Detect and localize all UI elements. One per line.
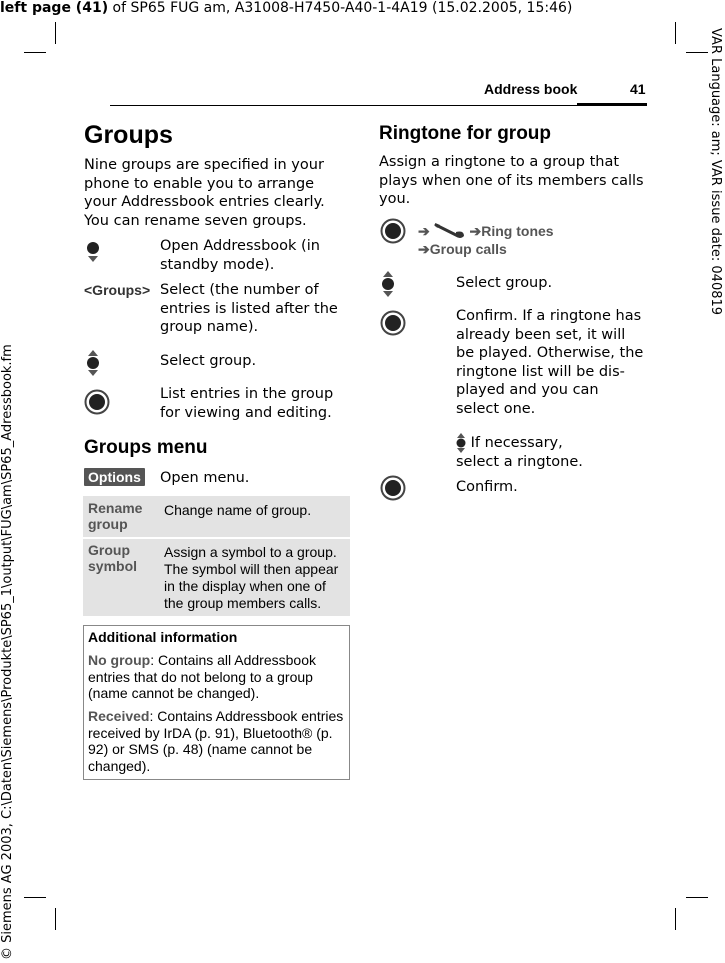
table-row-desc: Change name of group. [164,502,312,518]
settings-wrench-icon [434,222,466,240]
sub-line1: If necessary, [466,435,563,451]
running-header-section: Address book [484,81,578,97]
groups-key-label: <Groups> [84,282,151,298]
info-text: : Contains all Addressbook entries that do not belong to a group (name cannot be changed). [88,652,316,701]
step-select-group-right: Select group. [456,275,553,291]
crop-mark [686,897,708,898]
options-softkey [84,467,145,486]
info-item-no-group [88,652,336,702]
side-copyright: © Siemens AG 2003, C:\Daten\Siemens\Produkte\SP65_1\output\FUG\am\SP65_Adressbook.fm [0,344,15,960]
header-rule-thick [577,103,647,105]
table-row-label: Rename group [88,500,143,532]
joystick-press-icon [84,389,110,415]
ringtone-intro: Assign a ringtone to a group that plays when one of its members calls you. [379,154,644,207]
joystick-press-icon [380,310,406,336]
running-header-page: 41 [630,81,646,97]
step-open-menu: Open menu. [160,470,250,486]
crop-mark [686,52,708,53]
additional-info-box [83,625,350,780]
ringtone-group-heading: Ringtone for group [379,123,552,144]
print-header [0,0,572,16]
groups-intro: Nine groups are specified in your phone to enable you to arrange your Addressbook entries clearly. You can rename seven groups. [84,157,325,229]
info-term: Received [88,708,150,724]
crop-mark [55,908,56,930]
header-rule [110,105,647,106]
crop-mark [24,52,46,53]
additional-info-title: Additional information [88,629,238,645]
options-softkey-label: Options [84,468,145,486]
joystick-press-icon [380,475,406,501]
step-confirm: Confirm. [456,479,518,495]
crop-mark [24,897,46,898]
arrow-icon: ➔ [418,241,430,257]
info-item-received [88,708,344,774]
nav-group-calls: Group calls [429,241,507,257]
info-term: No group [88,652,151,668]
crop-mark [675,22,676,44]
nav-path [418,222,554,258]
side-var-info: VAR Language: am; VAR issue date: 040819 [708,28,723,316]
print-header-bold: left page (41) [0,0,109,16]
crop-mark [675,908,676,930]
page-title: Groups [84,121,173,149]
groups-menu-heading: Groups menu [84,437,208,458]
info-text: : Contains Addressbook entries received by IrDA (p. 91), Bluetooth® (p. 92) or SMS (p. 48) (name cannot be changed). [88,708,344,774]
joystick-press-icon [380,218,406,244]
step-open-addressbook: Open Addressbook (in standby mode). [160,238,320,273]
crop-mark [55,22,56,44]
table-row [83,496,350,539]
step-select-group: Select group. [160,353,257,369]
table-row-desc: Assign a symbol to a group. The symbol will then appear in the display when one of the group members calls. [164,544,339,611]
joystick-updown-icon [86,350,100,376]
groups-menu-table [83,496,350,616]
sub-line2: select a ringtone. [456,454,583,470]
step-select-ringtone [456,433,646,472]
print-header-rest: of SP65 FUG am, A31008-H7450-A40-1-4A19 (15.02.2005, 15:46) [108,0,573,16]
arrow-icon: ➔ [418,223,430,239]
arrow-icon: ➔ [469,223,482,239]
joystick-down-icon [86,241,100,263]
step-list-entries: List entries in the group for viewing and editing. [160,386,334,421]
table-row [83,539,350,616]
step-confirm-ringtone: Confirm. If a ringtone has already been set, it will be played. Otherwise, the ringtone list will be dis-played and you can select one. [456,308,644,417]
table-row-label: Group symbol [88,542,138,574]
step-select-groups: Select (the number of entries is listed after the group name). [160,282,338,335]
joystick-updown-icon [456,433,466,453]
joystick-updown-icon [381,271,395,297]
nav-ring-tones: Ring tones [481,223,554,239]
